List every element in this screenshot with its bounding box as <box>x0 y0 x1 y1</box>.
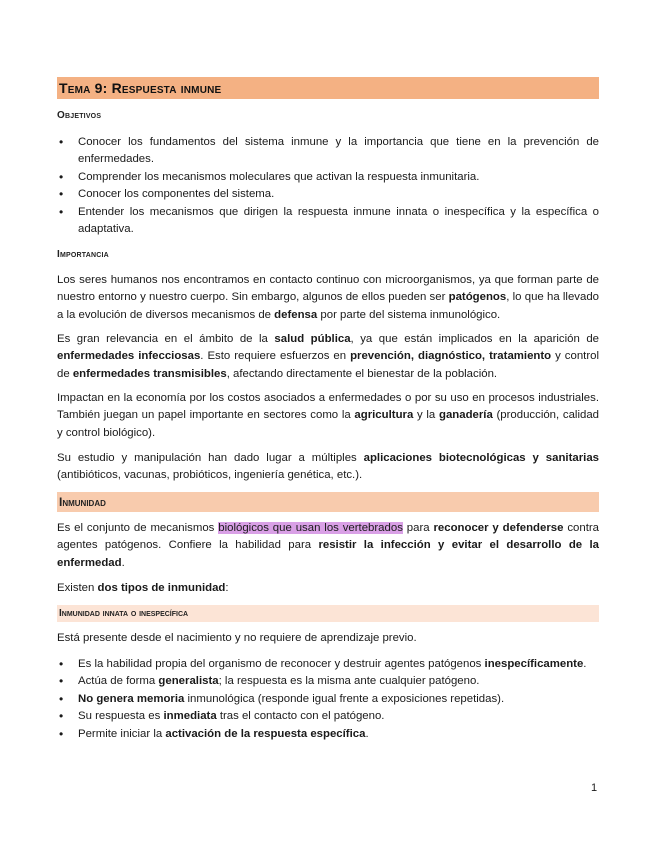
importancia-paragraph-1: Los seres humanos nos encontramos en contacto continuo con microorganismos, ya que forman parte de nuestro entorno y nuestro cuerpo. Sin embargo, algunos de ellos pueden ser patógenos, lo que ha llevado a la evolución de diversos mecanismos de defensa por parte del sistema inmunológico. <box>57 274 599 321</box>
inmunidad-paragraph-2: Existen dos tipos de inmunidad: <box>57 582 229 594</box>
list-item: • Permite iniciar la activación de la respuesta específica. <box>57 726 599 743</box>
list-item: • Conocer los fundamentos del sistema inmune y la importancia que tiene en la prevención de enfermedades. <box>57 134 599 169</box>
innata-intro: Está presente desde el nacimiento y no requiere de aprendizaje previo. <box>57 632 417 644</box>
list-item: • Actúa de forma generalista; la respuesta es la misma ante cualquier patógeno. <box>57 673 599 690</box>
list-item: • Entender los mecanismos que dirigen la respuesta inmune innata o inespecífica y la específica o adaptativa. <box>57 204 599 239</box>
list-item: • Es la habilidad propia del organismo de reconocer y destruir agentes patógenos inespecíficamente. <box>57 656 599 673</box>
importancia-heading: Importancia <box>57 249 109 260</box>
page-title: Tema 9: Respuesta inmune <box>57 77 599 99</box>
list-item: • No genera memoria inmunológica (responde igual frente a exposiciones repetidas). <box>57 691 599 708</box>
innata-heading: Inmunidad innata o inespecífica <box>57 605 599 622</box>
objetivos-heading: Objetivos <box>57 110 102 121</box>
innata-list <box>57 656 599 743</box>
list-item: • Conocer los componentes del sistema. <box>57 186 599 203</box>
inmunidad-heading: Inmunidad <box>57 492 599 512</box>
importancia-paragraph-2: Es gran relevancia en el ámbito de la salud pública, ya que están implicados en la aparición de enfermedades infecciosas. Esto requiere esfuerzos en prevención, diagnóstico, tratamiento y control de enfermedades transmisibles, afectando directamente el bienestar de la población. <box>57 333 600 380</box>
inmunidad-paragraph-1: Es el conjunto de mecanismos biológicos que usan los vertebrados para reconocer y defenderse contra agentes patógenos. Confiere la habilidad para resistir la infección y evitar el desarrollo de la enfermedad. <box>57 522 599 569</box>
page-number: 1 <box>591 782 598 794</box>
highlighted-text: biológicos que usan los vertebrados <box>218 522 403 534</box>
list-item: • Su respuesta es inmediata tras el contacto con el patógeno. <box>57 708 599 725</box>
list-item: • Comprender los mecanismos moleculares que activan la respuesta inmunitaria. <box>57 169 599 186</box>
objetivos-list <box>57 134 599 238</box>
importancia-paragraph-4: Su estudio y manipulación han dado lugar a múltiples aplicaciones biotecnológicas y sanitarias (antibióticos, vacunas, probióticos, ingeniería genética, etc.). <box>57 452 599 482</box>
importancia-paragraph-3: Impactan en la economía por los costos asociados a enfermedades o por su uso en procesos industriales. También juegan un papel importante en sectores como la agricultura y la ganadería (producción, calidad y control biológico). <box>57 392 599 439</box>
